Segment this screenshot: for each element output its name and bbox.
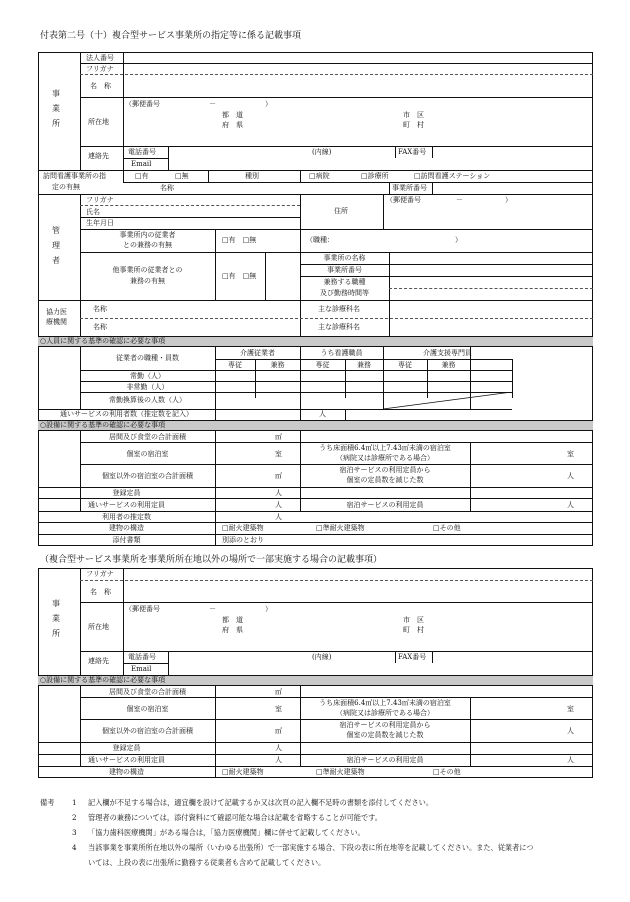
branch-dining-label: 居間及び食堂の合計面積 [109, 688, 186, 696]
col-shien: 介護支援専門員 [423, 349, 472, 357]
branch-fireproof-checkbox[interactable]: □耐火建築物 [222, 768, 264, 776]
branch-phone-label: 電話番号 [128, 653, 156, 661]
branch-naisen-label: (内線) [312, 653, 332, 661]
sub-kenmu-3: 兼務 [441, 361, 456, 369]
other-office-name-label: 事業所の名称 [323, 254, 366, 262]
nursing-name-label: 名称 [160, 184, 174, 192]
branch-stay-1: 宿泊サービスの利用定員から [339, 721, 431, 729]
note-1-num: 1 [72, 798, 77, 807]
branch-stay-2: 個室の定員数を減じた数 [346, 731, 424, 739]
facility-section-header: ○設備に関する基準の確認に必要な事項 [40, 421, 166, 429]
fax-label: FAX番号 [398, 148, 427, 156]
manager-postal: （郵便番号 － ） [386, 196, 512, 204]
users-unit: 人 [319, 410, 326, 418]
branch-fax-label: FAX番号 [398, 653, 427, 661]
stay-cap-unit: 人 [567, 501, 574, 509]
stay-diff-label-1: 宿泊サービスの利用定員から [339, 466, 431, 474]
naisen-label: (内線) [312, 148, 332, 156]
branch-stay-unit: 人 [567, 727, 574, 735]
users-label: 通いサービスの利用者数（推定数を記入） [60, 410, 193, 418]
nursing-label-2: 定の有無 [52, 183, 80, 191]
note-4-text: 当該事業を事業所所在地以外の場所（いわゆる出張所）で一部実施する場合、下段の表に所在地等を記載してください。また、従業者につ [88, 843, 534, 852]
branch-registered-unit: 人 [275, 744, 282, 752]
row-joukin: 常勤（人） [130, 372, 165, 380]
branch-commute-unit: 人 [275, 756, 282, 764]
coop-subject-label-1: 主な診療科名 [318, 305, 360, 313]
concurrent-out-label-1: 他事業所の従業者との [112, 266, 183, 274]
commute-label: 通いサービスの利用定員 [88, 501, 165, 509]
branch-facility-header: ○設備に関する基準の確認に必要な事項 [40, 676, 166, 684]
fireproof-checkbox[interactable]: □耐火建築物 [222, 524, 264, 532]
job-label: （職種： [306, 236, 334, 244]
nursing-office-no-label: 事業所番号 [392, 184, 427, 192]
non-private-label: 個室以外の宿泊室の合計面積 [102, 472, 193, 480]
small-room-label-1: うち床面積6.4㎡以上7.43㎡未満の宿泊室 [319, 444, 451, 452]
branch-email-label: Email [131, 665, 152, 673]
staff-row-label: 従業者の職種・員数 [116, 354, 179, 362]
other-job-label-1: 兼務する職種 [323, 278, 366, 286]
sub-kenmu-2: 兼務 [357, 361, 371, 369]
nursing-label-1: 訪問看護事業所の指 [43, 172, 106, 180]
branch-small-2: （病院又は診療所である場合） [336, 709, 434, 717]
branch-registered-label: 登録定員 [112, 744, 141, 752]
col-kango: うち看護職員 [320, 349, 363, 357]
user-cap-unit: 人 [275, 513, 282, 521]
coop-subject-label-2: 主な診療科名 [318, 323, 360, 331]
other-office-no-label: 事業所番号 [327, 266, 362, 274]
attach-label: 添付書類 [112, 536, 141, 544]
branch-small-1: うち床面積6.4㎡以上7.43㎡未満の宿泊室 [319, 699, 451, 707]
manager-birth-label: 生年月日 [86, 219, 114, 227]
branch-small-unit: 室 [567, 705, 574, 713]
hospital-checkbox[interactable]: □病院 [309, 172, 330, 180]
structure-label: 建物の構造 [109, 524, 144, 532]
station-checkbox[interactable]: □訪問看護ステーション [414, 172, 491, 180]
coop-label-1: 協力医 [46, 308, 67, 316]
registered-label: 登録定員 [112, 489, 141, 497]
furigana-label: フリガナ [86, 65, 114, 73]
branch-postal: （郵便番号 － ） [125, 605, 272, 613]
dining-label: 居間及び食堂の合計面積 [109, 433, 186, 441]
manager-furigana-label: フリガナ [86, 196, 114, 204]
branch-fuken: 府 県 [222, 626, 243, 634]
branch-other-checkbox[interactable]: □その他 [433, 768, 461, 776]
concurrent-in-checkbox[interactable]: □有 □無 [222, 236, 257, 244]
semi-fireproof-checkbox[interactable]: □準耐火建築物 [316, 524, 365, 532]
form-title: 付表第二号（十）複合型サービス事業所の指定等に係る記載事項 [40, 31, 302, 41]
sub-senju-2: 専従 [315, 361, 330, 369]
coop-name-label-2: 名称 [93, 323, 107, 331]
sub-kenmu-1: 兼務 [270, 361, 285, 369]
staff-section-header: ○人員に関する基準の確認に必要な事項 [40, 337, 166, 345]
job-label-close: ） [455, 236, 462, 244]
office-vertical-label: 事業所 [52, 89, 60, 129]
nursing-yes-checkbox[interactable]: □有 [135, 172, 149, 180]
sub-table-title: （複合型サービス事業所を事業所所在地以外の場所で一部実施する場合の記載事項） [40, 555, 383, 565]
manager-vertical-label: 管理者 [52, 226, 60, 266]
branch-nonprivate-label: 個室以外の宿泊室の合計面積 [102, 727, 193, 735]
other-structure-checkbox[interactable]: □その他 [433, 524, 461, 532]
dining-unit: ㎡ [275, 433, 282, 441]
note-4-cont: いては、上段の表に出張所に勤務する従業者も含めて記載してください。 [88, 858, 326, 867]
todo-label: 都 道 [222, 111, 243, 119]
branch-nonprivate-unit: ㎡ [275, 727, 282, 735]
branch-staycap-unit: 人 [567, 756, 574, 764]
note-2-text: 管理者の兼務については，添付資料にて確認可能な場合は記載を省略することが可能です。 [88, 813, 382, 822]
branch-todo: 都 道 [222, 616, 243, 624]
coop-name-label-1: 名称 [93, 305, 107, 313]
commute-unit: 人 [275, 501, 282, 509]
concurrent-out-label-2: 兼務の有無 [130, 277, 165, 285]
row-kansan: 常勤換算後の人数（人） [109, 396, 186, 404]
shiku-label: 市 区 [403, 111, 424, 119]
note-3-num: 3 [72, 828, 77, 837]
branch-semi-checkbox[interactable]: □準耐火建築物 [316, 768, 365, 776]
houjin-bangou-label: 法人番号 [86, 54, 114, 62]
contact-label: 連絡先 [88, 152, 109, 160]
other-job-label-2: 及び勤務時間等 [320, 289, 369, 297]
address-label: 所在地 [88, 118, 109, 126]
registered-unit: 人 [275, 489, 282, 497]
phone-label: 電話番号 [128, 148, 156, 156]
branch-staycap-label: 宿泊サービスの利用定員 [346, 756, 424, 764]
small-room-label-2: （病院又は診療所である場合） [336, 454, 434, 462]
concurrent-out-checkbox[interactable]: □有 □無 [222, 272, 257, 280]
note-1-text: 記入欄が不足する場合は，適宜欄を設けて記載するか又は次頁の記入欄不足時の書類を添付してください。 [88, 798, 434, 807]
concurrent-in-label-1: 事業所内の従業者 [119, 231, 176, 239]
manager-name-label: 氏名 [86, 208, 100, 216]
branch-furigana-label: フリガナ [86, 570, 114, 578]
branch-name-label: 名 称 [90, 588, 111, 596]
sub-senju-1: 専従 [228, 361, 242, 369]
small-room-unit: 室 [567, 450, 574, 458]
note-4-num: 4 [72, 843, 77, 852]
attach-value: 別添のとおり [222, 536, 264, 544]
stay-diff-label-2: 個室の定員数を減じた数 [346, 476, 424, 484]
email-label: Email [131, 160, 152, 168]
coop-label-2: 療機関 [46, 318, 67, 326]
nursing-type-label: 種別 [245, 172, 259, 180]
col-kaigo: 介護従業者 [240, 349, 275, 357]
branch-shiku: 市 区 [403, 616, 424, 624]
non-private-unit: ㎡ [275, 472, 282, 480]
branch-private-label: 個室の宿泊室 [126, 705, 169, 713]
user-cap-label: 利用者の推定数 [102, 513, 151, 521]
branch-machimura: 町 村 [403, 626, 424, 634]
machimura-label: 町 村 [403, 121, 424, 129]
staff-diagonal [383, 392, 512, 409]
concurrent-in-label-2: との兼務の有無 [123, 241, 172, 249]
branch-structure-label: 建物の構造 [109, 768, 144, 776]
notes-head: 備考 [40, 798, 55, 807]
branch-dining-unit: ㎡ [275, 688, 282, 696]
sub-senju-3: 専従 [398, 361, 412, 369]
branch-contact-label: 連絡先 [88, 657, 109, 665]
note-3-text: 「協力歯科医療機関」がある場合は，「協力医療機関」欄に併せて記載してください。 [88, 828, 365, 837]
branch-vertical-label: 事業所 [52, 599, 60, 639]
private-room-unit: 室 [275, 450, 282, 458]
private-room-label: 個室の宿泊室 [126, 450, 169, 458]
clinic-checkbox[interactable]: □診療所 [361, 172, 389, 180]
stay-diff-unit: 人 [567, 472, 574, 480]
note-2-num: 2 [72, 813, 77, 822]
branch-address-label: 所在地 [88, 623, 109, 631]
manager-address-label: 住所 [334, 207, 348, 215]
fuken-label: 府 県 [222, 121, 243, 129]
stay-cap-label: 宿泊サービスの利用定員 [346, 501, 424, 509]
postal-code: （郵便番号 － ） [125, 100, 272, 108]
nursing-no-checkbox[interactable]: □無 [175, 172, 189, 180]
branch-commute-label: 通いサービスの利用定員 [88, 756, 165, 764]
row-hijoukin: 非常勤（人） [126, 383, 169, 391]
office-name-label: 名 称 [90, 82, 111, 90]
branch-private-unit: 室 [275, 705, 282, 713]
